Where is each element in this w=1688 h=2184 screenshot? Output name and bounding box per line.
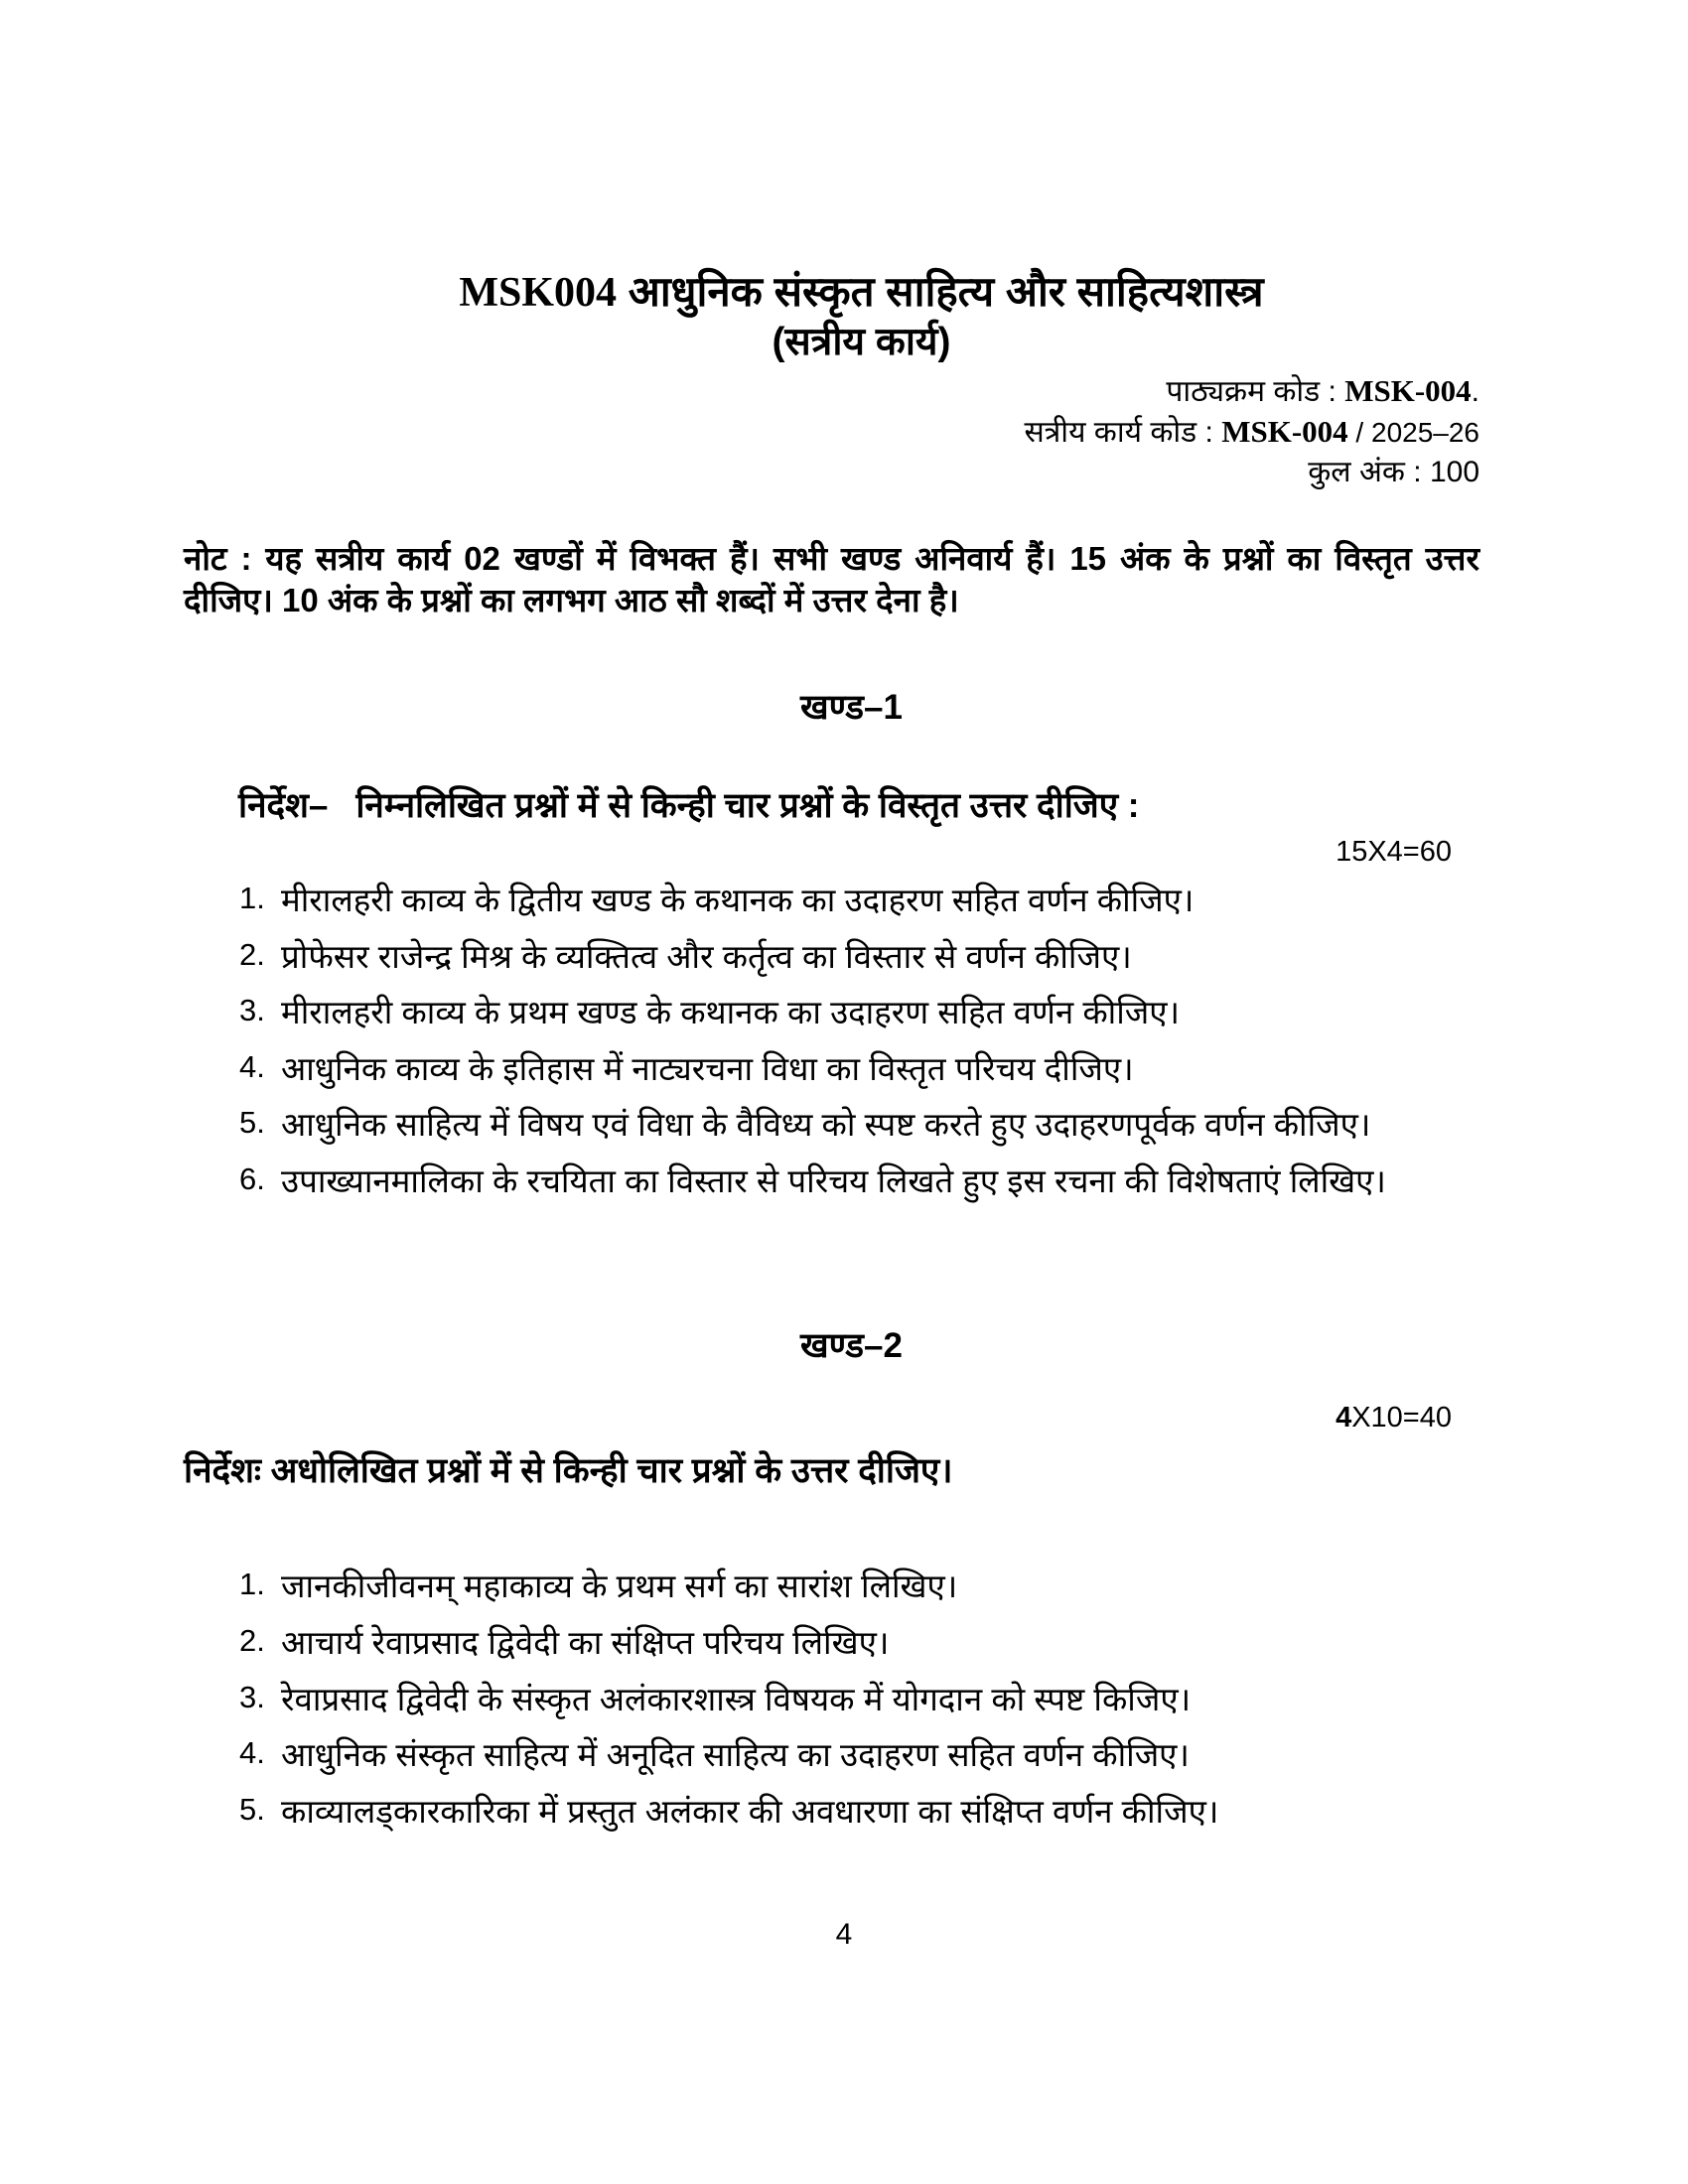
question-text: प्रोफेसर राजेन्द्र मिश्र के व्यक्तित्व और कर्तृत्व का विस्तार से वर्णन कीजिए। [281,937,1132,975]
question-number: 5. [239,1791,265,1827]
note-paragraph: नोट : यह सत्रीय कार्य 02 खण्डों में विभक्त हैं। सभी खण्ड अनिवार्य हैं। 15 अंक के प्रश्नों का विस्तृत उत्तर दीजिए। 10 अंक के प्रश्नों का लगभग आठ सौ शब्दों में उत्तर देना है। [184,539,1479,618]
question-text: जानकीजीवनम् महाकाव्य के प्रथम सर्ग का सारांश लिखिए। [281,1568,958,1605]
assignment-code-value: MSK-004 [1221,414,1348,450]
question-row [239,1160,1479,1203]
question-number: 1. [239,881,265,916]
section2-marks [184,1402,1479,1434]
section2-heading: खण्ड–2 [800,1326,903,1366]
assignment-code-line [184,412,1479,453]
question-number: 2. [239,1623,265,1658]
page-number: 4 [835,1918,853,1951]
section2-question-list [184,1565,1479,1833]
question-number: 3. [239,1679,265,1714]
course-code-title: MSK004 [459,270,618,316]
section1-instruction [184,781,1479,828]
section1-heading: खण्ड–1 [800,688,903,728]
section2-marks-rest: X10=40 [1351,1402,1452,1434]
section1-question-list [184,879,1479,1202]
section2-instruction: निर्देशः अधोलिखित प्रश्नों में से किन्ही चार प्रश्नों के उत्तर दीजिए। [184,1451,953,1491]
question-text: रेवाप्रसाद द्विवेदी के संस्कृत अलंकारशास्त्र विषयक में योगदान को स्पष्ट किजिए। [281,1680,1192,1717]
question-text: आधुनिक साहित्य में विषय एवं विधा के वैविध्य को स्पष्ट करते हुए उदाहरणपूर्वक वर्णन कीजिए। [281,1106,1371,1144]
question-number: 3. [239,993,265,1028]
question-text: आधुनिक संस्कृत साहित्य में अनूदित साहित्य का उदाहरण सहित वर्णन कीजिए। [281,1736,1190,1774]
total-marks-line: कुल अंक : 100 [1308,456,1479,489]
question-text: काव्यालड्कारकारिका में प्रस्तुत अलंकार की अवधारणा का संक्षिप्त वर्णन कीजिए। [281,1792,1219,1830]
question-row [239,1103,1479,1147]
question-text: मीरालहरी काव्य के प्रथम खण्ड के कथानक का उदाहरण सहित वर्णन कीजिए। [281,994,1180,1031]
question-row [239,1733,1479,1777]
question-text: मीरालहरी काव्य के द्वितीय खण्ड के कथानक का उदाहरण सहित वर्णन कीजिए। [281,882,1195,919]
question-number: 1. [239,1567,265,1602]
question-row [239,1565,1479,1608]
question-row [239,1790,1479,1834]
question-text: आधुनिक काव्य के इतिहास में नाट्यरचना विधा का विस्तृत परिचय दीजिए। [281,1049,1134,1087]
section1-marks: 15X4=60 [1336,836,1452,869]
course-title-hindi: आधुनिक संस्कृत साहित्य और साहित्यशास्त्र [617,268,1264,315]
question-text: आचार्य रेवाप्रसाद द्विवेदी का संक्षिप्त परिचय लिखिए। [281,1624,890,1661]
course-code-suffix: . [1471,375,1479,409]
question-row [239,1621,1479,1665]
question-row [239,1047,1479,1091]
question-row [239,879,1479,922]
section2-marks-count: 4 [1336,1402,1352,1434]
question-text: उपाख्यानमालिका के रचयिता का विस्तार से परिचय लिखते हुए इस रचना की विशेषताएं लिखिए। [281,1161,1386,1199]
question-number: 5. [239,1105,265,1141]
question-number: 6. [239,1160,265,1196]
assignment-session: / 2025–26 [1347,417,1479,449]
question-number: 4. [239,1048,265,1084]
section1-instruction-text: निम्नलिखित प्रश्नों में से किन्ही चार प्रश्नों के विस्तृत उत्तर दीजिए : [355,786,1140,826]
assignment-code-label: सत्रीय कार्य कोड : [1024,416,1222,450]
meta-block [184,371,1479,491]
question-number: 4. [239,1735,265,1771]
course-code-value: MSK-004 [1344,373,1472,409]
question-number: 2. [239,936,265,972]
course-code-line [184,371,1479,412]
section1-instruction-label: निर्देश– [238,786,329,826]
page-title [243,266,1479,320]
page-subtitle: (सत्रीय कार्य) [772,320,951,363]
question-row [239,935,1479,979]
course-code-label: पाठ्यक्रम कोड : [1166,375,1345,409]
question-row [239,991,1479,1034]
question-row [239,1678,1479,1721]
